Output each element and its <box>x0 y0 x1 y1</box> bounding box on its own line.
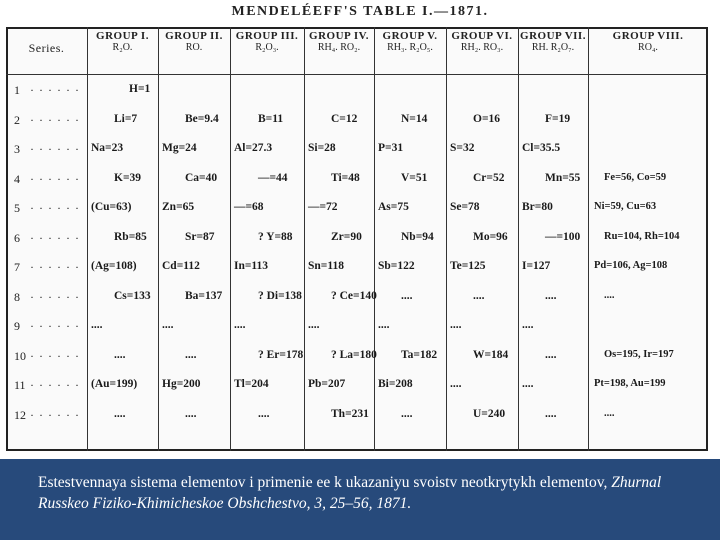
column-divider <box>588 27 589 451</box>
series-label <box>14 231 94 246</box>
element-cell: Na=23 <box>91 142 124 154</box>
element-cell: —=68 <box>234 201 264 213</box>
element-cell: .... <box>114 407 126 420</box>
element-cell: In=113 <box>234 260 269 272</box>
group-name: GROUP III. <box>235 30 299 42</box>
header-divider <box>6 74 708 75</box>
oxide-formula: RH₃. R₂O₅. <box>387 42 433 53</box>
element-cell: .... <box>604 289 615 301</box>
series-dots: · · · · · · <box>30 407 80 422</box>
element-cell: S=32 <box>450 142 475 154</box>
series-label <box>14 349 94 364</box>
group-header <box>374 30 446 72</box>
element-cell: I=127 <box>522 260 551 272</box>
element-cell: Mo=96 <box>473 230 508 243</box>
element-cell: Ni=59, Cu=63 <box>594 201 657 212</box>
element-cell: .... <box>185 407 197 420</box>
series-dots: · · · · · · <box>30 83 80 97</box>
element-cell: .... <box>91 319 103 331</box>
element-cell: —=44 <box>258 171 288 184</box>
element-cell: Mg=24 <box>162 142 197 154</box>
series-header <box>6 42 87 84</box>
oxide-formula: RH. R₂O₇. <box>531 42 575 53</box>
element-cell: .... <box>378 319 390 331</box>
series-label <box>14 378 94 393</box>
series-label <box>14 83 94 98</box>
group-name: GROUP II. <box>165 30 223 42</box>
element-cell: W=184 <box>473 348 509 361</box>
element-cell: .... <box>162 319 174 331</box>
element-cell: V=51 <box>401 171 428 184</box>
series-number: 10 <box>14 348 26 363</box>
series-label <box>14 172 94 187</box>
group-name: GROUP VII. <box>520 30 586 42</box>
element-cell: U=240 <box>473 407 506 420</box>
element-cell: Al=27.3 <box>234 142 273 154</box>
group-header <box>518 30 588 72</box>
series-dots: · · · · · · <box>30 171 80 186</box>
element-cell: .... <box>450 319 462 331</box>
citation-text: Estestvennaya sistema elementov i primenie ee k ukazaniyu svoistv neotkrytykh elementov, <box>38 474 612 491</box>
series-number: 6 <box>14 230 20 245</box>
element-cell: Hg=200 <box>162 378 201 390</box>
series-dots: · · · · · · <box>30 142 80 156</box>
element-cell: Zr=90 <box>331 230 362 243</box>
element-cell: O=16 <box>473 112 500 125</box>
element-cell: ? Y=88 <box>258 230 293 243</box>
element-cell: —=100 <box>545 230 581 243</box>
element-cell: Se=78 <box>450 201 480 213</box>
element-cell: .... <box>114 348 126 361</box>
element-cell: Br=80 <box>522 201 553 213</box>
element-cell: ? Er=178 <box>258 348 304 361</box>
group-header <box>158 30 230 72</box>
element-cell: Bi=208 <box>378 378 413 390</box>
series-label <box>14 408 94 423</box>
element-cell: Sb=122 <box>378 260 415 272</box>
oxide-formula: R₂O. <box>112 42 133 53</box>
series-number: 9 <box>14 319 20 333</box>
group-name: GROUP VIII. <box>612 30 684 42</box>
column-divider <box>304 27 305 451</box>
element-cell: P=31 <box>378 142 404 154</box>
element-cell: Nb=94 <box>401 230 434 243</box>
element-cell: Ba=137 <box>185 289 223 302</box>
element-cell: .... <box>473 289 485 302</box>
citation-caption <box>38 472 698 514</box>
citation-journal: Zhurnal Russkeo Fiziko-Khimicheskoe Obshchestvo, 3, 25–56, 1871. <box>38 474 662 512</box>
element-cell: .... <box>604 407 615 419</box>
series-number: 2 <box>14 112 20 127</box>
series-number: 11 <box>14 378 26 392</box>
column-divider <box>374 27 375 451</box>
element-cell: ? La=180 <box>331 348 377 361</box>
element-cell: K=39 <box>114 171 141 184</box>
element-cell: Cs=133 <box>114 289 151 302</box>
series-dots: · · · · · · <box>30 260 80 274</box>
group-header <box>230 30 304 72</box>
element-cell: (Cu=63) <box>91 201 132 213</box>
column-divider <box>158 27 159 451</box>
series-dots: · · · · · · <box>30 378 80 392</box>
element-cell: (Ag=108) <box>91 260 137 272</box>
element-cell: H=1 <box>129 83 151 95</box>
element-cell: Si=28 <box>308 142 336 154</box>
series-label <box>14 201 94 216</box>
element-cell: Ti=48 <box>331 171 360 184</box>
element-cell: ? Di=138 <box>258 289 302 302</box>
element-cell: Cl=35.5 <box>522 142 561 154</box>
element-cell: Th=231 <box>331 407 369 420</box>
element-cell: Be=9.4 <box>185 112 219 125</box>
element-cell: Cr=52 <box>473 171 505 184</box>
group-name: GROUP IV. <box>309 30 369 42</box>
column-divider <box>230 27 231 451</box>
element-cell: Mn=55 <box>545 171 581 184</box>
element-cell: .... <box>185 348 197 361</box>
element-cell: Sr=87 <box>185 230 215 243</box>
series-dots: · · · · · · <box>30 230 80 245</box>
oxide-formula: RO₄. <box>638 42 658 53</box>
group-name: Series. <box>28 41 65 55</box>
group-name: GROUP V. <box>382 30 438 42</box>
group-name: GROUP VI. <box>451 30 513 42</box>
table-title: MENDELÉEFF'S TABLE I.—1871. <box>231 4 489 19</box>
element-cell: Te=125 <box>450 260 486 272</box>
element-cell: .... <box>545 348 557 361</box>
series-label <box>14 290 94 305</box>
element-cell: Pd=106, Ag=108 <box>594 260 668 271</box>
element-cell: .... <box>522 378 534 390</box>
element-cell: Pt=198, Au=199 <box>594 378 666 389</box>
element-cell: ? Ce=140 <box>331 289 377 302</box>
element-cell: Ta=182 <box>401 348 438 361</box>
element-cell: .... <box>401 289 413 302</box>
group-header <box>588 30 708 72</box>
element-cell: .... <box>545 407 557 420</box>
element-cell: .... <box>401 407 413 420</box>
series-number: 1 <box>14 83 20 97</box>
column-divider <box>446 27 447 451</box>
element-cell: N=14 <box>401 112 428 125</box>
element-cell: .... <box>545 289 557 302</box>
group-header <box>446 30 518 72</box>
element-cell: Sn=118 <box>308 260 344 272</box>
element-cell: Ca=40 <box>185 171 218 184</box>
element-cell: Rb=85 <box>114 230 147 243</box>
series-number: 5 <box>14 201 20 215</box>
element-cell: Os=195, Ir=197 <box>604 348 674 360</box>
element-cell: Zn=65 <box>162 201 195 213</box>
column-divider <box>518 27 519 451</box>
series-dots: · · · · · · <box>30 201 80 215</box>
element-cell: F=19 <box>545 112 571 125</box>
element-cell: Ru=104, Rh=104 <box>604 230 680 242</box>
element-cell: C=12 <box>331 112 358 125</box>
element-cell: Pb=207 <box>308 378 346 390</box>
element-cell: Cd=112 <box>162 260 200 272</box>
series-label <box>14 260 94 275</box>
element-cell: B=11 <box>258 112 284 125</box>
element-cell: As=75 <box>378 201 409 213</box>
element-cell: .... <box>308 319 320 331</box>
series-label <box>14 142 94 157</box>
series-number: 8 <box>14 289 20 304</box>
element-cell: .... <box>234 319 246 331</box>
group-header <box>304 30 374 72</box>
series-label <box>14 319 94 334</box>
series-number: 7 <box>14 260 20 274</box>
series-number: 4 <box>14 171 20 186</box>
series-number: 3 <box>14 142 20 156</box>
element-cell: .... <box>258 407 270 420</box>
element-cell: Tl=204 <box>234 378 269 390</box>
oxide-formula: RH₄. RO₂. <box>317 42 361 53</box>
element-cell: (Au=199) <box>91 378 138 390</box>
series-dots: · · · · · · <box>30 319 80 333</box>
element-cell: Fe=56, Co=59 <box>604 171 667 183</box>
group-name: GROUP I. <box>96 30 149 42</box>
element-cell: —=72 <box>308 201 338 213</box>
element-cell: Li=7 <box>114 112 138 125</box>
element-cell: .... <box>522 319 534 331</box>
series-label <box>14 113 94 128</box>
element-cell: .... <box>450 378 462 390</box>
series-dots: · · · · · · <box>30 289 80 304</box>
series-number: 12 <box>14 407 26 422</box>
oxide-formula: RO. <box>185 42 203 53</box>
group-header <box>87 30 158 72</box>
series-dots: · · · · · · <box>30 112 80 127</box>
series-dots: · · · · · · <box>30 348 80 363</box>
oxide-formula: R₂O₃. <box>255 42 279 53</box>
oxide-formula: RH₂. RO₃. <box>460 42 504 53</box>
